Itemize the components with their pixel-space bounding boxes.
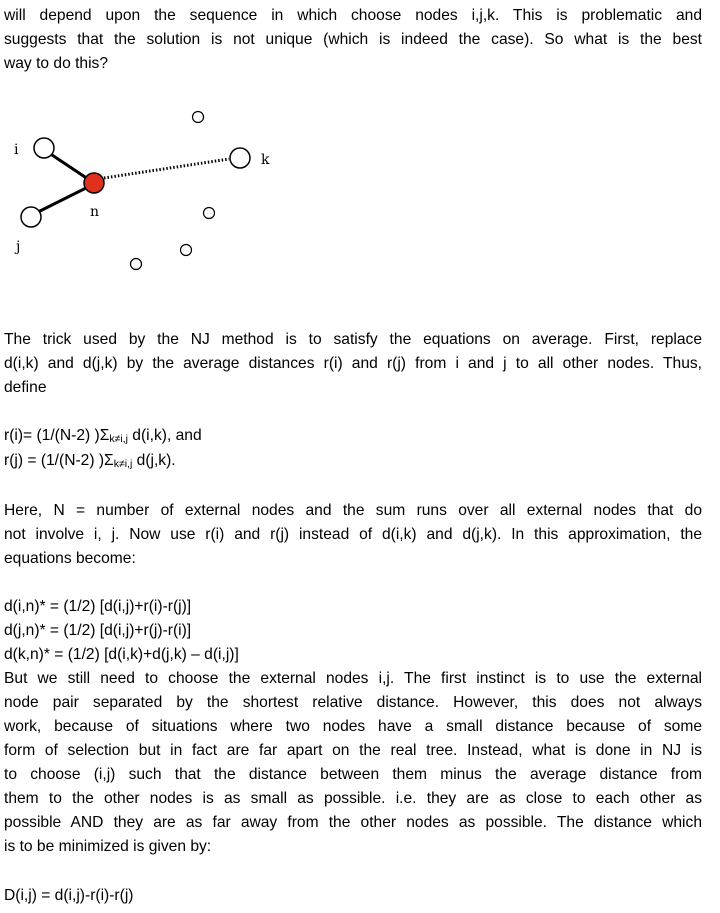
text-line: possible AND they are as far away from the other nodes as possible. The distance which — [4, 814, 702, 831]
node-other — [181, 245, 192, 256]
final-equation — [4, 884, 702, 908]
node-other — [131, 259, 142, 270]
tree-diagram — [4, 98, 304, 278]
edge-j-n — [38, 188, 86, 212]
node-other — [204, 208, 215, 219]
text-line: suggests that the solution is not unique (which is indeed the case). So what is the best — [4, 31, 702, 48]
here-paragraph — [4, 499, 702, 571]
label-i: i — [14, 142, 19, 158]
text-line: But we still need to choose the external nodes i,j. The first instinct is to use the external — [4, 670, 702, 687]
text-line: define — [4, 379, 47, 396]
text-line: to choose (i,j) such that the distance between them minus the average distance from — [4, 766, 702, 783]
trick-paragraph — [4, 328, 702, 400]
text-line: form of selection but in fact are far apart on the real tree. Instead, what is done in NJ is — [4, 742, 702, 759]
text-line: d(i,k) and d(j,k) by the average distances r(i) and r(j) from i and j to all other nodes. Thus, — [4, 355, 702, 372]
edge-i-n — [49, 153, 91, 181]
node-j — [21, 207, 41, 227]
approximate-equations — [4, 595, 702, 667]
equation-line: d(k,n)* = (1/2) [d(i,k)+d(j,k) – d(i,j)] — [4, 646, 239, 663]
equation-line: D(i,j) = d(i,j)-r(i)-r(j) — [4, 887, 134, 904]
text-line: is to be minimized is given by: — [4, 838, 212, 855]
text-line: will depend upon the sequence in which choose nodes i,j,k. This is problematic and — [4, 7, 702, 24]
r-definitions — [4, 424, 702, 474]
intro-paragraph — [4, 4, 702, 76]
text-line: way to do this? — [4, 55, 109, 72]
text-line: node pair separated by the shortest relative distance. However, this does not always — [4, 694, 702, 711]
node-k — [230, 148, 250, 168]
text-line: The trick used by the NJ method is to satisfy the equations on average. First, replace — [4, 331, 702, 348]
text-line: them to the other nodes is as small as possible. i.e. they are as close to each other as — [4, 790, 702, 807]
label-k: k — [261, 152, 270, 168]
r-i-definition: r(i)= (1/(N-2) )Σk≠i,j d(i,k), and — [4, 427, 202, 445]
node-i — [34, 138, 54, 158]
edge-n-k — [104, 159, 229, 178]
node-other — [193, 112, 204, 123]
text-line: Here, N = number of external nodes and the sum runs over all external nodes that do — [4, 502, 702, 519]
choose-paragraph — [4, 667, 702, 859]
text-line: not involve i, j. Now use r(i) and r(j) instead of d(i,k) and d(j,k). In this approximation, the — [4, 526, 702, 543]
label-j: j — [16, 239, 21, 255]
node-n-internal — [84, 173, 104, 193]
text-line: equations become: — [4, 550, 136, 567]
r-j-definition: r(j) = (1/(N-2) )Σk≠i,j d(j,k). — [4, 452, 176, 470]
equation-line: d(j,n)* = (1/2) [d(i,j)+r(j)-r(i)] — [4, 622, 192, 639]
text-line: work, because of situations where two nodes have a small distance because of some — [4, 718, 702, 735]
equation-line: d(i,n)* = (1/2) [d(i,j)+r(i)-r(j)] — [4, 598, 192, 615]
label-n: n — [90, 204, 100, 220]
